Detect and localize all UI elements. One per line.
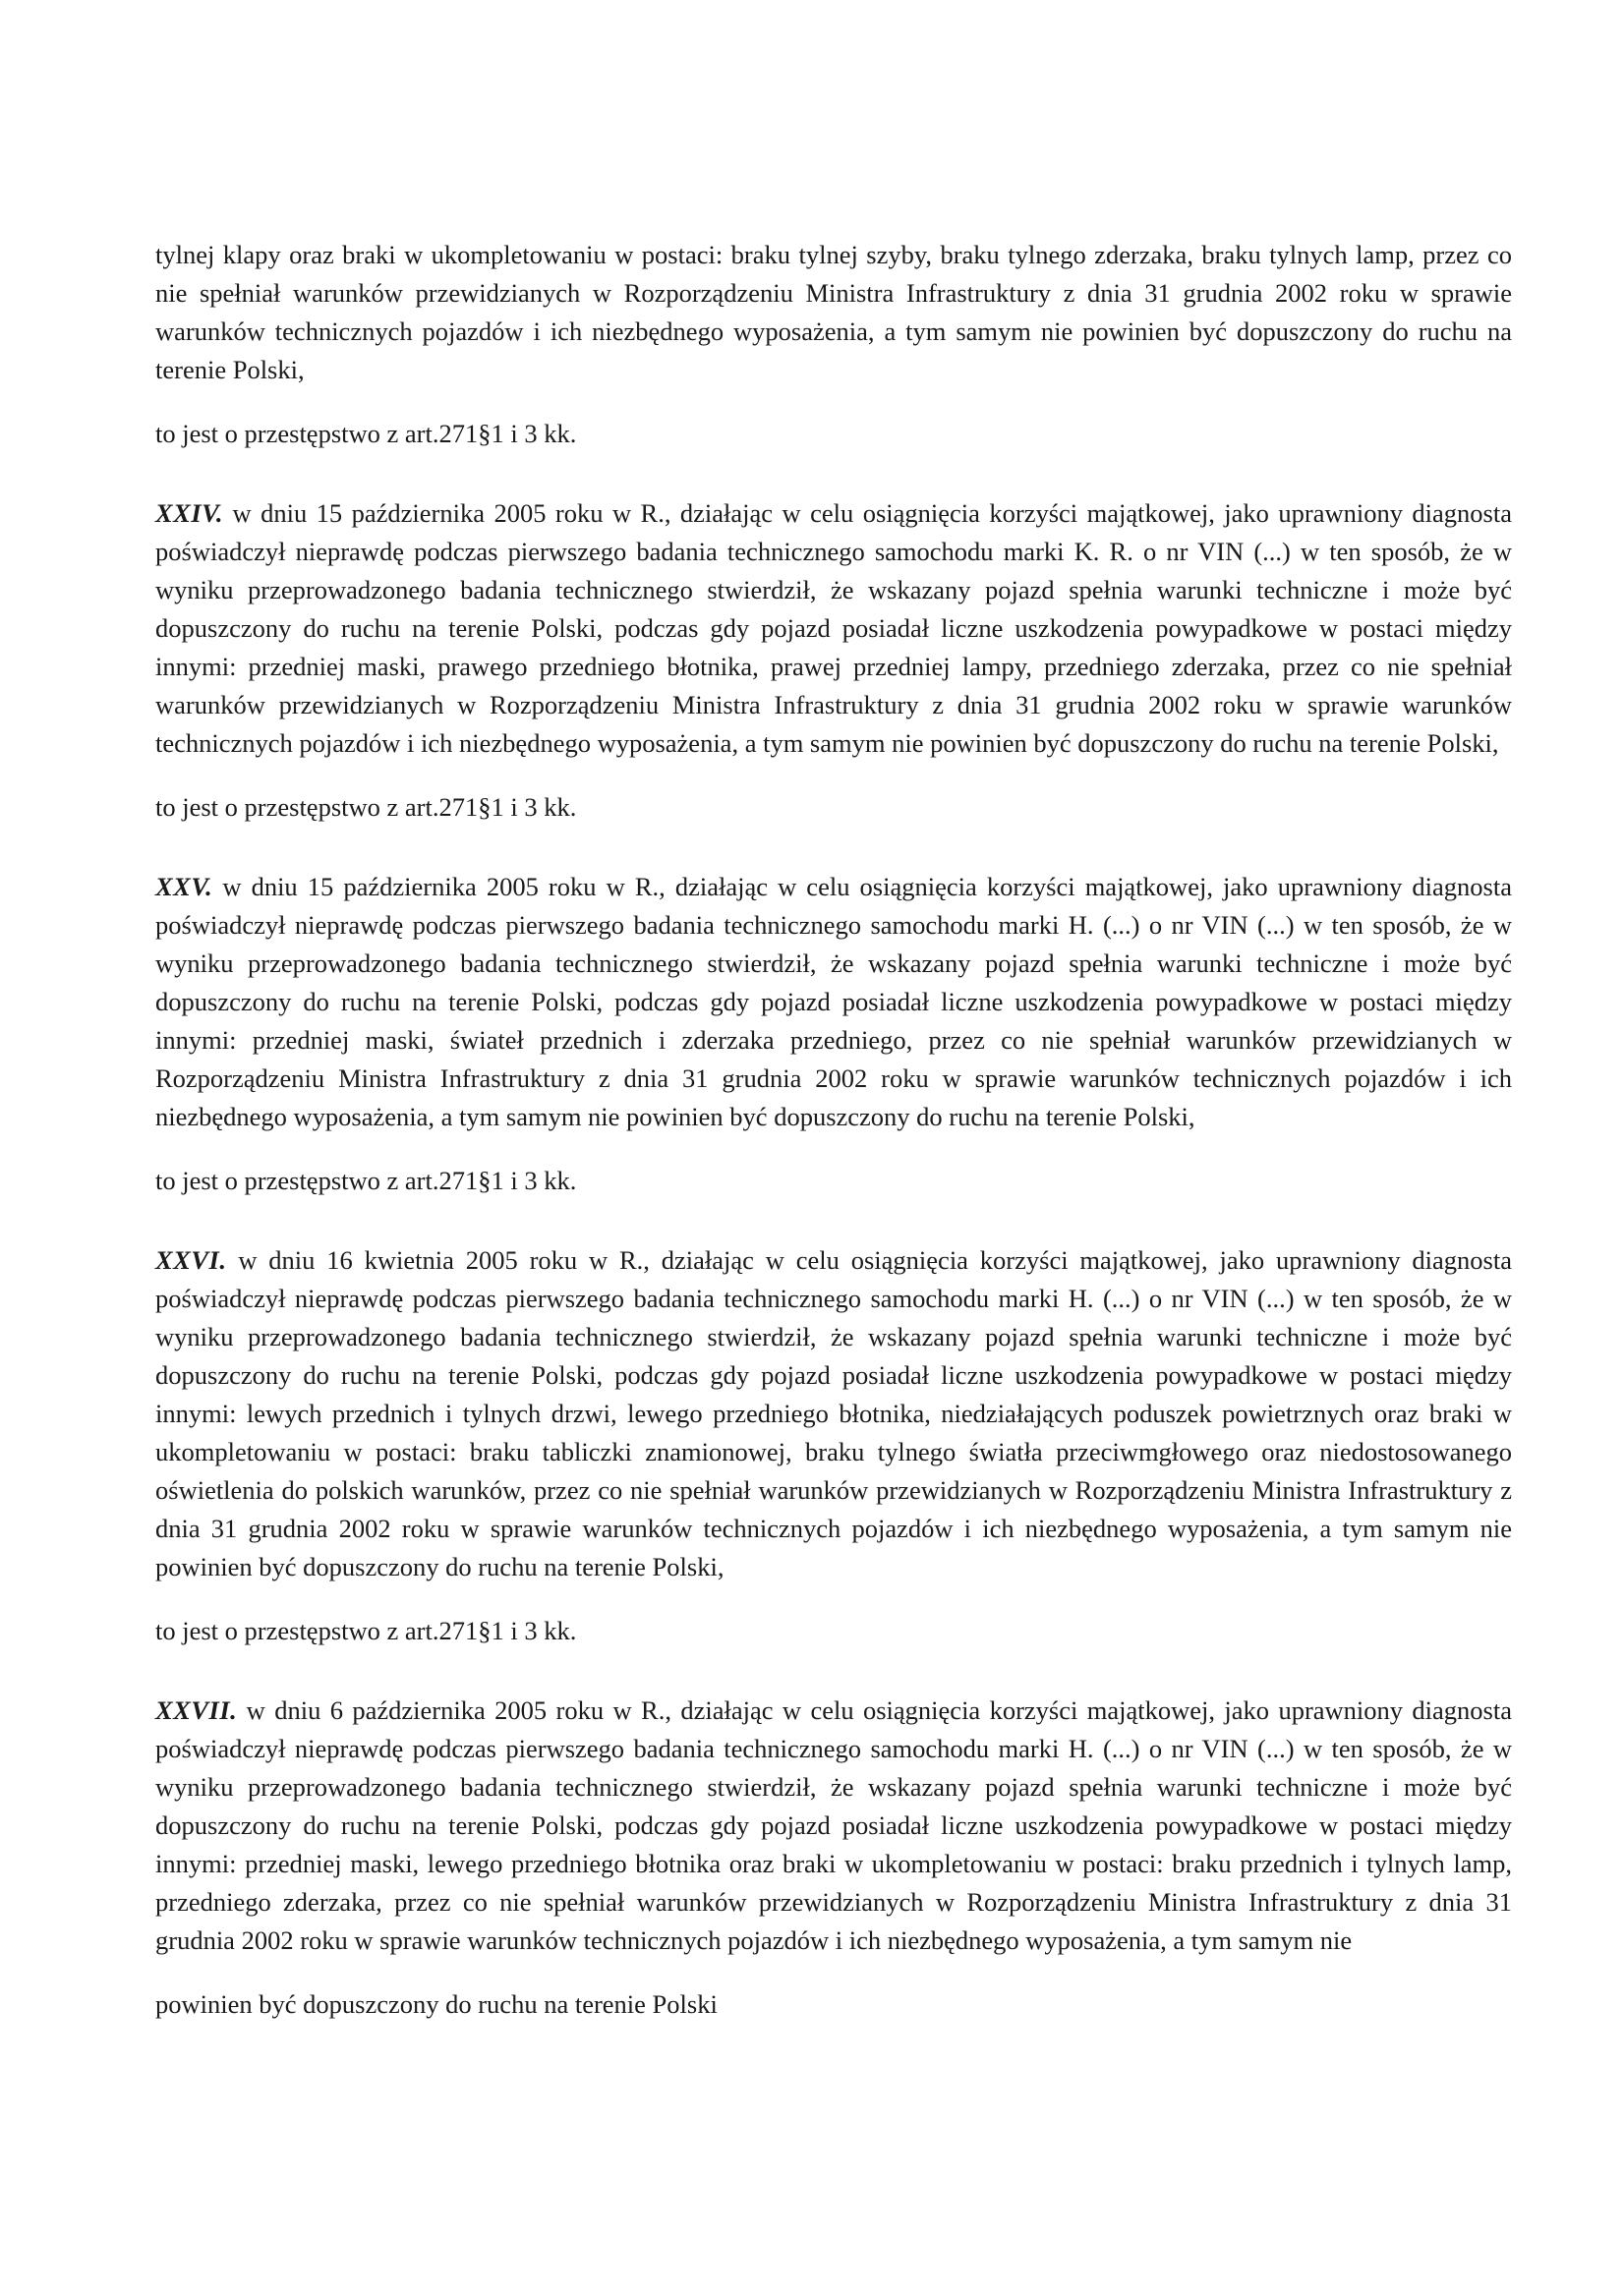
- intro-legal-reference: to jest o przestępstwo z art.271§1 i 3 kk.: [155, 419, 577, 448]
- count-xxv-text: w dniu 15 października 2005 roku w R., działając w celu osiągnięcia korzyści majątkowej, jako uprawniony diagnosta poświadczył nieprawdę podczas pierwszego badania technicznego samochodu marki H. (...) o nr VIN (...) w ten sposób, że w wyniku przeprowadzonego badania technicznego stwierdził, że wskazany pojazd spełnia warunki techniczne i może być dopuszczony do ruchu na terenie Polski, podczas gdy pojazd posiadał liczne uszkodzenia powypadkowe w postaci między innymi: przedniej maski, świateł przednich i zderzaka przedniego, przez co nie spełniał warunków przewidzianych w Rozporządzeniu Ministra Infrastruktury z dnia 31 grudnia 2002 roku w sprawie warunków technicznych pojazdów i ich niezbędnego wyposażenia, a tym samym nie powinien być dopuszczony do ruchu na terenie Polski,: [155, 872, 1512, 1131]
- count-xxvii-numeral: XXVII.: [155, 1695, 238, 1725]
- count-xxiv-text: w dniu 15 października 2005 roku w R., działając w celu osiągnięcia korzyści majątkowej, jako uprawniony diagnosta poświadczył nieprawdę podczas pierwszego badania technicznego samochodu marki K. R. o nr VIN (...) w ten sposób, że w wyniku przeprowadzonego badania technicznego stwierdził, że wskazany pojazd spełnia warunki techniczne i może być dopuszczony do ruchu na terenie Polski, podczas gdy pojazd posiadał liczne uszkodzenia powypadkowe w postaci między innymi: przedniej maski, prawego przedniego błotnika, prawej przedniej lampy, przedniego zderzaka, przez co nie spełniał warunków przewidzianych w Rozporządzeniu Ministra Infrastruktury z dnia 31 grudnia 2002 roku w sprawie warunków technicznych pojazdów i ich niezbędnego wyposażenia, a tym samym nie powinien być dopuszczony do ruchu na terenie Polski,: [155, 498, 1512, 758]
- count-xxv-paragraph: [155, 868, 1512, 1136]
- count-xxiv-legal-reference: to jest o przestępstwo z art.271§1 i 3 kk.: [155, 792, 577, 822]
- count-xxiv-numeral: XXIV.: [155, 498, 224, 528]
- count-xxiv-paragraph: [155, 494, 1512, 763]
- intro-paragraph: tylnej klapy oraz braki w ukompletowaniu w postaci: braku tylnej szyby, braku tylnego zderzaka, braku tylnych lamp, przez co nie spełniał warunków przewidzianych w Rozporządzeniu Ministra Infrastruktury z dnia 31 grudnia 2002 roku w sprawie warunków technicznych pojazdów i ich niezbędnego wyposażenia, a tym samym nie powinien być dopuszczony do ruchu na terenie Polski,: [155, 240, 1512, 384]
- count-xxvi-numeral: XXVI.: [155, 1245, 227, 1275]
- final-line: powinien być dopuszczony do ruchu na terenie Polski: [155, 1989, 718, 2019]
- count-xxv-numeral: XXV.: [155, 872, 213, 901]
- count-xxvi-paragraph: [155, 1241, 1512, 1586]
- count-xxvii-paragraph: [155, 1692, 1512, 1960]
- count-xxvi-legal-reference: to jest o przestępstwo z art.271§1 i 3 kk.: [155, 1616, 577, 1645]
- count-xxvi-text: w dniu 16 kwietnia 2005 roku w R., działając w celu osiągnięcia korzyści majątkowej, jako uprawniony diagnosta poświadczył nieprawdę podczas pierwszego badania technicznego samochodu marki H. (...) o nr VIN (...) w ten sposób, że w wyniku przeprowadzonego badania technicznego stwierdził, że wskazany pojazd spełnia warunki techniczne i może być dopuszczony do ruchu na terenie Polski, podczas gdy pojazd posiadał liczne uszkodzenia powypadkowe w postaci między innymi: lewych przednich i tylnych drzwi, lewego przedniego błotnika, niedziałających poduszek powietrznych oraz braki w ukompletowaniu w postaci: braku tabliczki znamionowej, braku tylnego światła przeciwmgłowego oraz niedostosowanego oświetlenia do polskich warunków, przez co nie spełniał warunków przewidzianych w Rozporządzeniu Ministra Infrastruktury z dnia 31 grudnia 2002 roku w sprawie warunków technicznych pojazdów i ich niezbędnego wyposażenia, a tym samym nie powinien być dopuszczony do ruchu na terenie Polski,: [155, 1245, 1512, 1581]
- count-xxv-legal-reference: to jest o przestępstwo z art.271§1 i 3 kk.: [155, 1166, 577, 1195]
- count-xxvii-text: w dniu 6 października 2005 roku w R., działając w celu osiągnięcia korzyści majątkowej, jako uprawniony diagnosta poświadczył nieprawdę podczas pierwszego badania technicznego samochodu marki H. (...) o nr VIN (...) w ten sposób, że w wyniku przeprowadzonego badania technicznego stwierdził, że wskazany pojazd spełnia warunki techniczne i może być dopuszczony do ruchu na terenie Polski, podczas gdy pojazd posiadał liczne uszkodzenia powypadkowe w postaci między innymi: przedniej maski, lewego przedniego błotnika oraz braki w ukompletowaniu w postaci: braku przednich i tylnych lamp, przedniego zderzaka, przez co nie spełniał warunków przewidzianych w Rozporządzeniu Ministra Infrastruktury z dnia 31 grudnia 2002 roku w sprawie warunków technicznych pojazdów i ich niezbędnego wyposażenia, a tym samym nie: [155, 1695, 1512, 1955]
- document-body: [155, 236, 1512, 2024]
